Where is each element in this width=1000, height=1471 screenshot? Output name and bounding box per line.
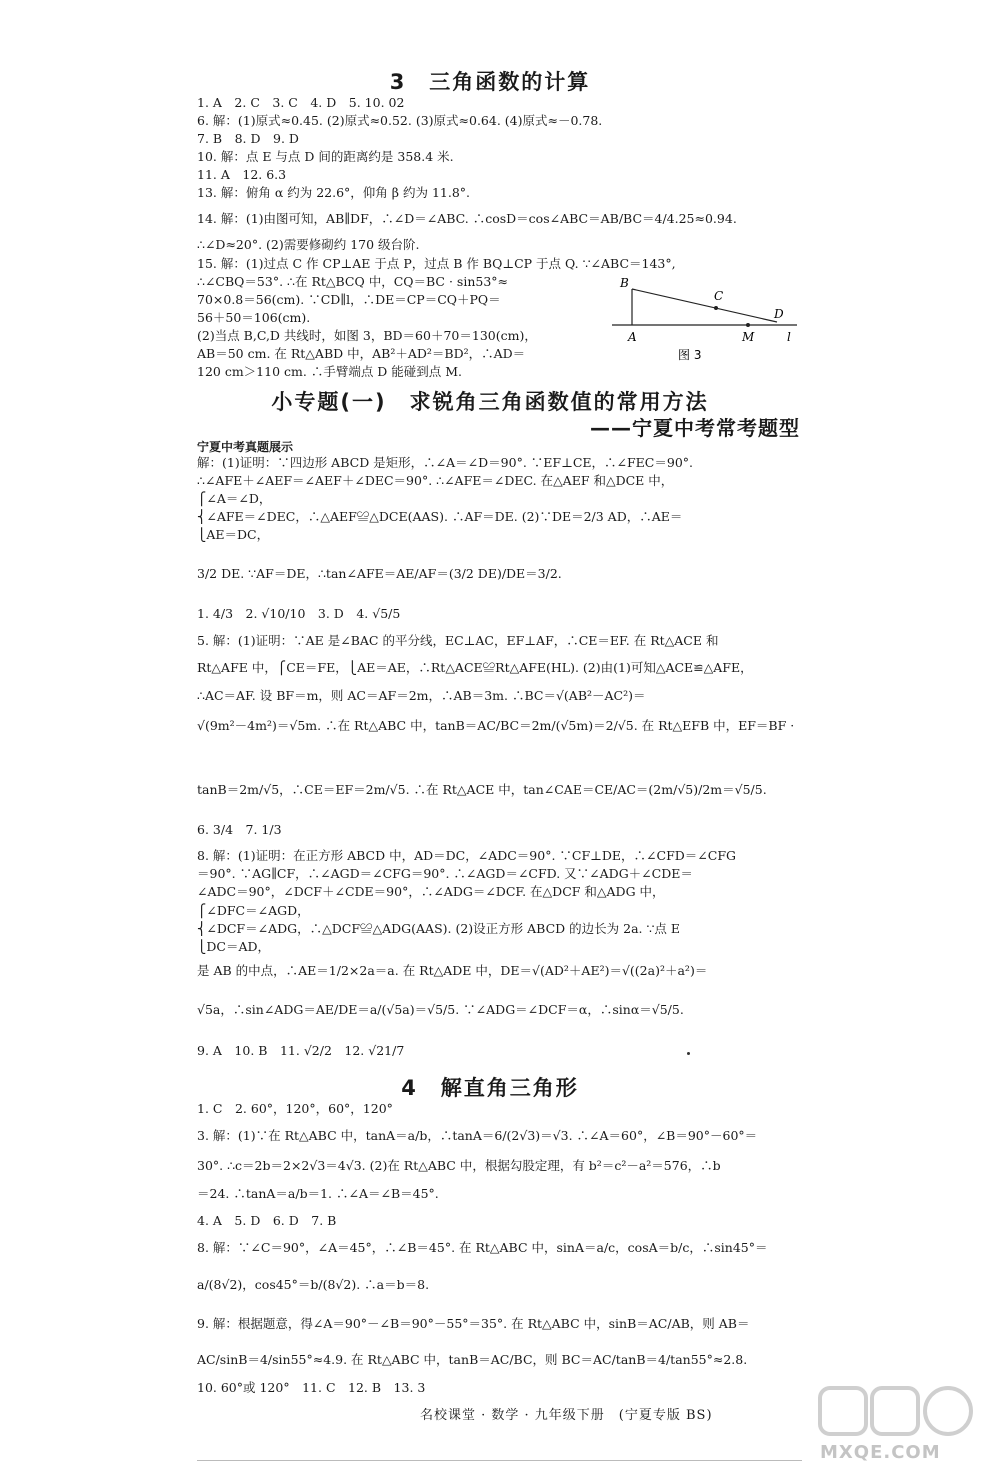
answer-line: 7. B 8. D 9. D	[197, 131, 299, 146]
answer-line: 3. 解：(1)∵在 Rt△ABC 中，tanA＝a/b，∴tanA＝6/(2√3)＝√3. ∴∠A＝60°，∠B＝90°－60°＝	[197, 1128, 758, 1143]
answer-line: 30°. ∴c＝2b＝2×2√3＝4√3. (2)在 Rt△ABC 中，根据勾股定理，有 b²＝c²－a²＝576，∴b	[197, 1158, 721, 1173]
heading-topic-1: 小专题(一) 求锐角三角函数值的常用方法	[271, 390, 709, 414]
answer-line: 13. 解：俯角 α 约为 22.6°，仰角 β 约为 11.8°.	[197, 185, 470, 200]
answer-line: ⎧∠DFC＝∠AGD，	[197, 903, 310, 918]
answer-line: ∴∠AFE＋∠AEF＝∠AEF＋∠DEC＝90°. ∴∠AFE＝∠DEC. 在△AEF 和△DCE 中，	[197, 473, 674, 488]
answer-line: AC/sinB＝4/sin55°≈4.9. 在 Rt△ABC 中，tanB＝AC/BC，则 BC＝AC/tanB＝4/tan55°≈2.8.	[197, 1352, 748, 1367]
answer-line: 11. A 12. 6.3	[197, 167, 287, 182]
figure-label-d: D	[774, 307, 784, 321]
answer-line: ∴∠D≈20°. (2)需要修砌约 170 级台阶.	[197, 237, 420, 252]
answer-line: 5. 解：(1)证明：∵AE 是∠BAC 的平分线，EC⊥AC，EF⊥AF，∴CE＝EF. 在 Rt△ACE 和	[197, 633, 719, 648]
answer-line: 4. A 5. D 6. D 7. B	[197, 1213, 337, 1228]
answer-line: ∴AC＝AF. 设 BF＝m，则 AC＝AF＝2m，∴AB＝3m. ∴BC＝√(AB²－AC²)＝	[197, 688, 646, 703]
answer-line: 70×0.8＝56(cm). ∵CD∥l，∴DE＝CP＝CQ＋PQ＝	[197, 292, 501, 307]
answer-line: 8. 解：(1)证明：在正方形 ABCD 中，AD＝DC，∠ADC＝90°. ∵CF⊥DE，∴∠CFD＝∠CFG	[197, 848, 736, 863]
page-footer: 名校课堂 · 数学 · 九年级下册 (宁夏专版 BS)	[420, 1408, 713, 1423]
heading-section-3: 3 三角函数的计算	[389, 70, 591, 94]
heading-topic-subtitle: ——宁夏中考常考题型	[590, 416, 800, 440]
answer-line: AB＝50 cm. 在 Rt△ABD 中，AB²＋AD²＝BD²，∴AD＝	[197, 346, 526, 361]
figure-3-diagram	[612, 275, 802, 385]
figure-label-a: A	[628, 330, 637, 344]
answer-line: ⎨∠DCF＝∠ADG，∴△DCF≌△ADG(AAS). (2)设正方形 ABCD 的边长为 2a. ∵点 E	[197, 921, 681, 936]
answer-line: ⎩AE＝DC，	[197, 527, 270, 542]
answer-line: 3/2 DE. ∵AF＝DE，∴tan∠AFE＝AE/AF＝(3/2 DE)/DE＝3/2.	[197, 566, 562, 581]
answer-line: 解：(1)证明：∵四边形 ABCD 是矩形，∴∠A＝∠D＝90°. ∵EF⊥CE，∴∠FEC＝90°.	[197, 455, 693, 470]
answer-line: 56＋50＝106(cm).	[197, 310, 311, 325]
answer-line: 120 cm＞110 cm. ∴手臂端点 D 能碰到点 M.	[197, 364, 463, 379]
figure-label-m: M	[742, 330, 755, 344]
answer-line: √5a，∴sin∠ADG＝AE/DE＝a/(√5a)＝√5/5. ∵∠ADG＝∠DCF＝α，∴sinα＝√5/5.	[197, 1002, 684, 1017]
answer-line: 15. 解：(1)过点 C 作 CP⊥AE 于点 P，过点 B 作 BQ⊥CP 于点 Q. ∵∠ABC＝143°,	[197, 256, 676, 271]
figure-label-l: l	[787, 330, 791, 344]
answer-line: ＝24. ∴tanA＝a/b＝1. ∴∠A＝∠B＝45°.	[197, 1186, 439, 1201]
answer-line: 6. 3/4 7. 1/3	[197, 822, 282, 837]
answer-line: 是 AB 的中点，∴AE＝1/2×2a＝a. 在 Rt△ADE 中，DE＝√(AD²＋AE²)＝√((2a)²＋a²)＝	[197, 963, 708, 978]
answer-line: a/(8√2)，cos45°＝b/(8√2). ∴a＝b＝8.	[197, 1277, 430, 1292]
stray-dot	[687, 1052, 690, 1055]
answer-line: ＝90°. ∵AG∥CF，∴∠AGD＝∠CFG＝90°. ∴∠AGD＝∠CFD. 又∵∠ADG＋∠CDE＝	[197, 866, 693, 881]
footer-rule	[197, 1460, 802, 1461]
section-label: 宁夏中考真题展示	[197, 440, 294, 454]
figure-label-c: C	[714, 289, 724, 303]
watermark-text: MXQE.COM	[820, 1442, 941, 1463]
answer-line: 8. 解：∵∠C＝90°，∠A＝45°，∴∠B＝45°. 在 Rt△ABC 中，sinA＝a/c，cosA＝b/c，∴sin45°＝	[197, 1240, 768, 1255]
answer-line: 10. 60°或 120° 11. C 12. B 13. 3	[197, 1380, 426, 1395]
answer-line: (2)当点 B,C,D 共线时，如图 3，BD＝60＋70＝130(cm)，	[197, 328, 537, 343]
answer-line: tanB＝2m/√5，∴CE＝EF＝2m/√5. ∴在 Rt△ACE 中，tan∠CAE＝CE/AC＝(2m/√5)/2m＝√5/5.	[197, 782, 767, 797]
answer-line: 1. 4/3 2. √10/10 3. D 4. √5/5	[197, 606, 401, 621]
answer-line: ∠ADC＝90°，∠DCF＋∠CDE＝90°，∴∠ADG＝∠DCF. 在△DCF 和△ADG 中，	[197, 884, 665, 899]
heading-section-4: 4 解直角三角形	[401, 1076, 579, 1100]
figure-caption: 图 3	[678, 348, 702, 362]
answer-line: ⎩DC＝AD，	[197, 939, 271, 954]
answer-line: ∴∠CBQ＝53°. ∴在 Rt△BCQ 中，CQ＝BC · sin53°≈	[197, 274, 509, 289]
answer-line: 1. C 2. 60°，120°，60°，120°	[197, 1101, 393, 1116]
answer-line: 9. A 10. B 11. √2/2 12. √21/7	[197, 1043, 405, 1058]
answer-line: Rt△AFE 中，⎧CE＝FE，⎩AE＝AE，∴Rt△ACE≌Rt△AFE(HL). (2)由(1)可知△ACE≌△AFE，	[197, 660, 753, 675]
answer-line: 14. 解：(1)由图可知，AB∥DF，∴∠D＝∠ABC. ∴cosD＝cos∠ABC＝AB/BC＝4/4.25≈0.94.	[197, 211, 737, 226]
answer-line: ⎨∠AFE＝∠DEC，∴△AEF≌△DCE(AAS). ∴AF＝DE. (2)∵DE＝2/3 AD，∴AE＝	[197, 509, 683, 524]
figure-label-b: B	[620, 276, 629, 290]
answer-line: √(9m²－4m²)＝√5m. ∴在 Rt△ABC 中，tanB＝AC/BC＝2m/(√5m)＝2/√5. 在 Rt△EFB 中，EF＝BF ·	[197, 718, 795, 733]
answer-line: 9. 解：根据题意，得∠A＝90°－∠B＝90°－55°＝35°. 在 Rt△ABC 中，sinB＝AC/AB，则 AB＝	[197, 1316, 750, 1331]
answer-line: 10. 解：点 E 与点 D 间的距离约是 358.4 米.	[197, 149, 454, 164]
answer-line: ⎧∠A＝∠D，	[197, 491, 272, 506]
answer-line: 6. 解：(1)原式≈0.45. (2)原式≈0.52. (3)原式≈0.64. (4)原式≈－0.78.	[197, 113, 603, 128]
answer-line: 1. A 2. C 3. C 4. D 5. 10. 02	[197, 95, 405, 110]
